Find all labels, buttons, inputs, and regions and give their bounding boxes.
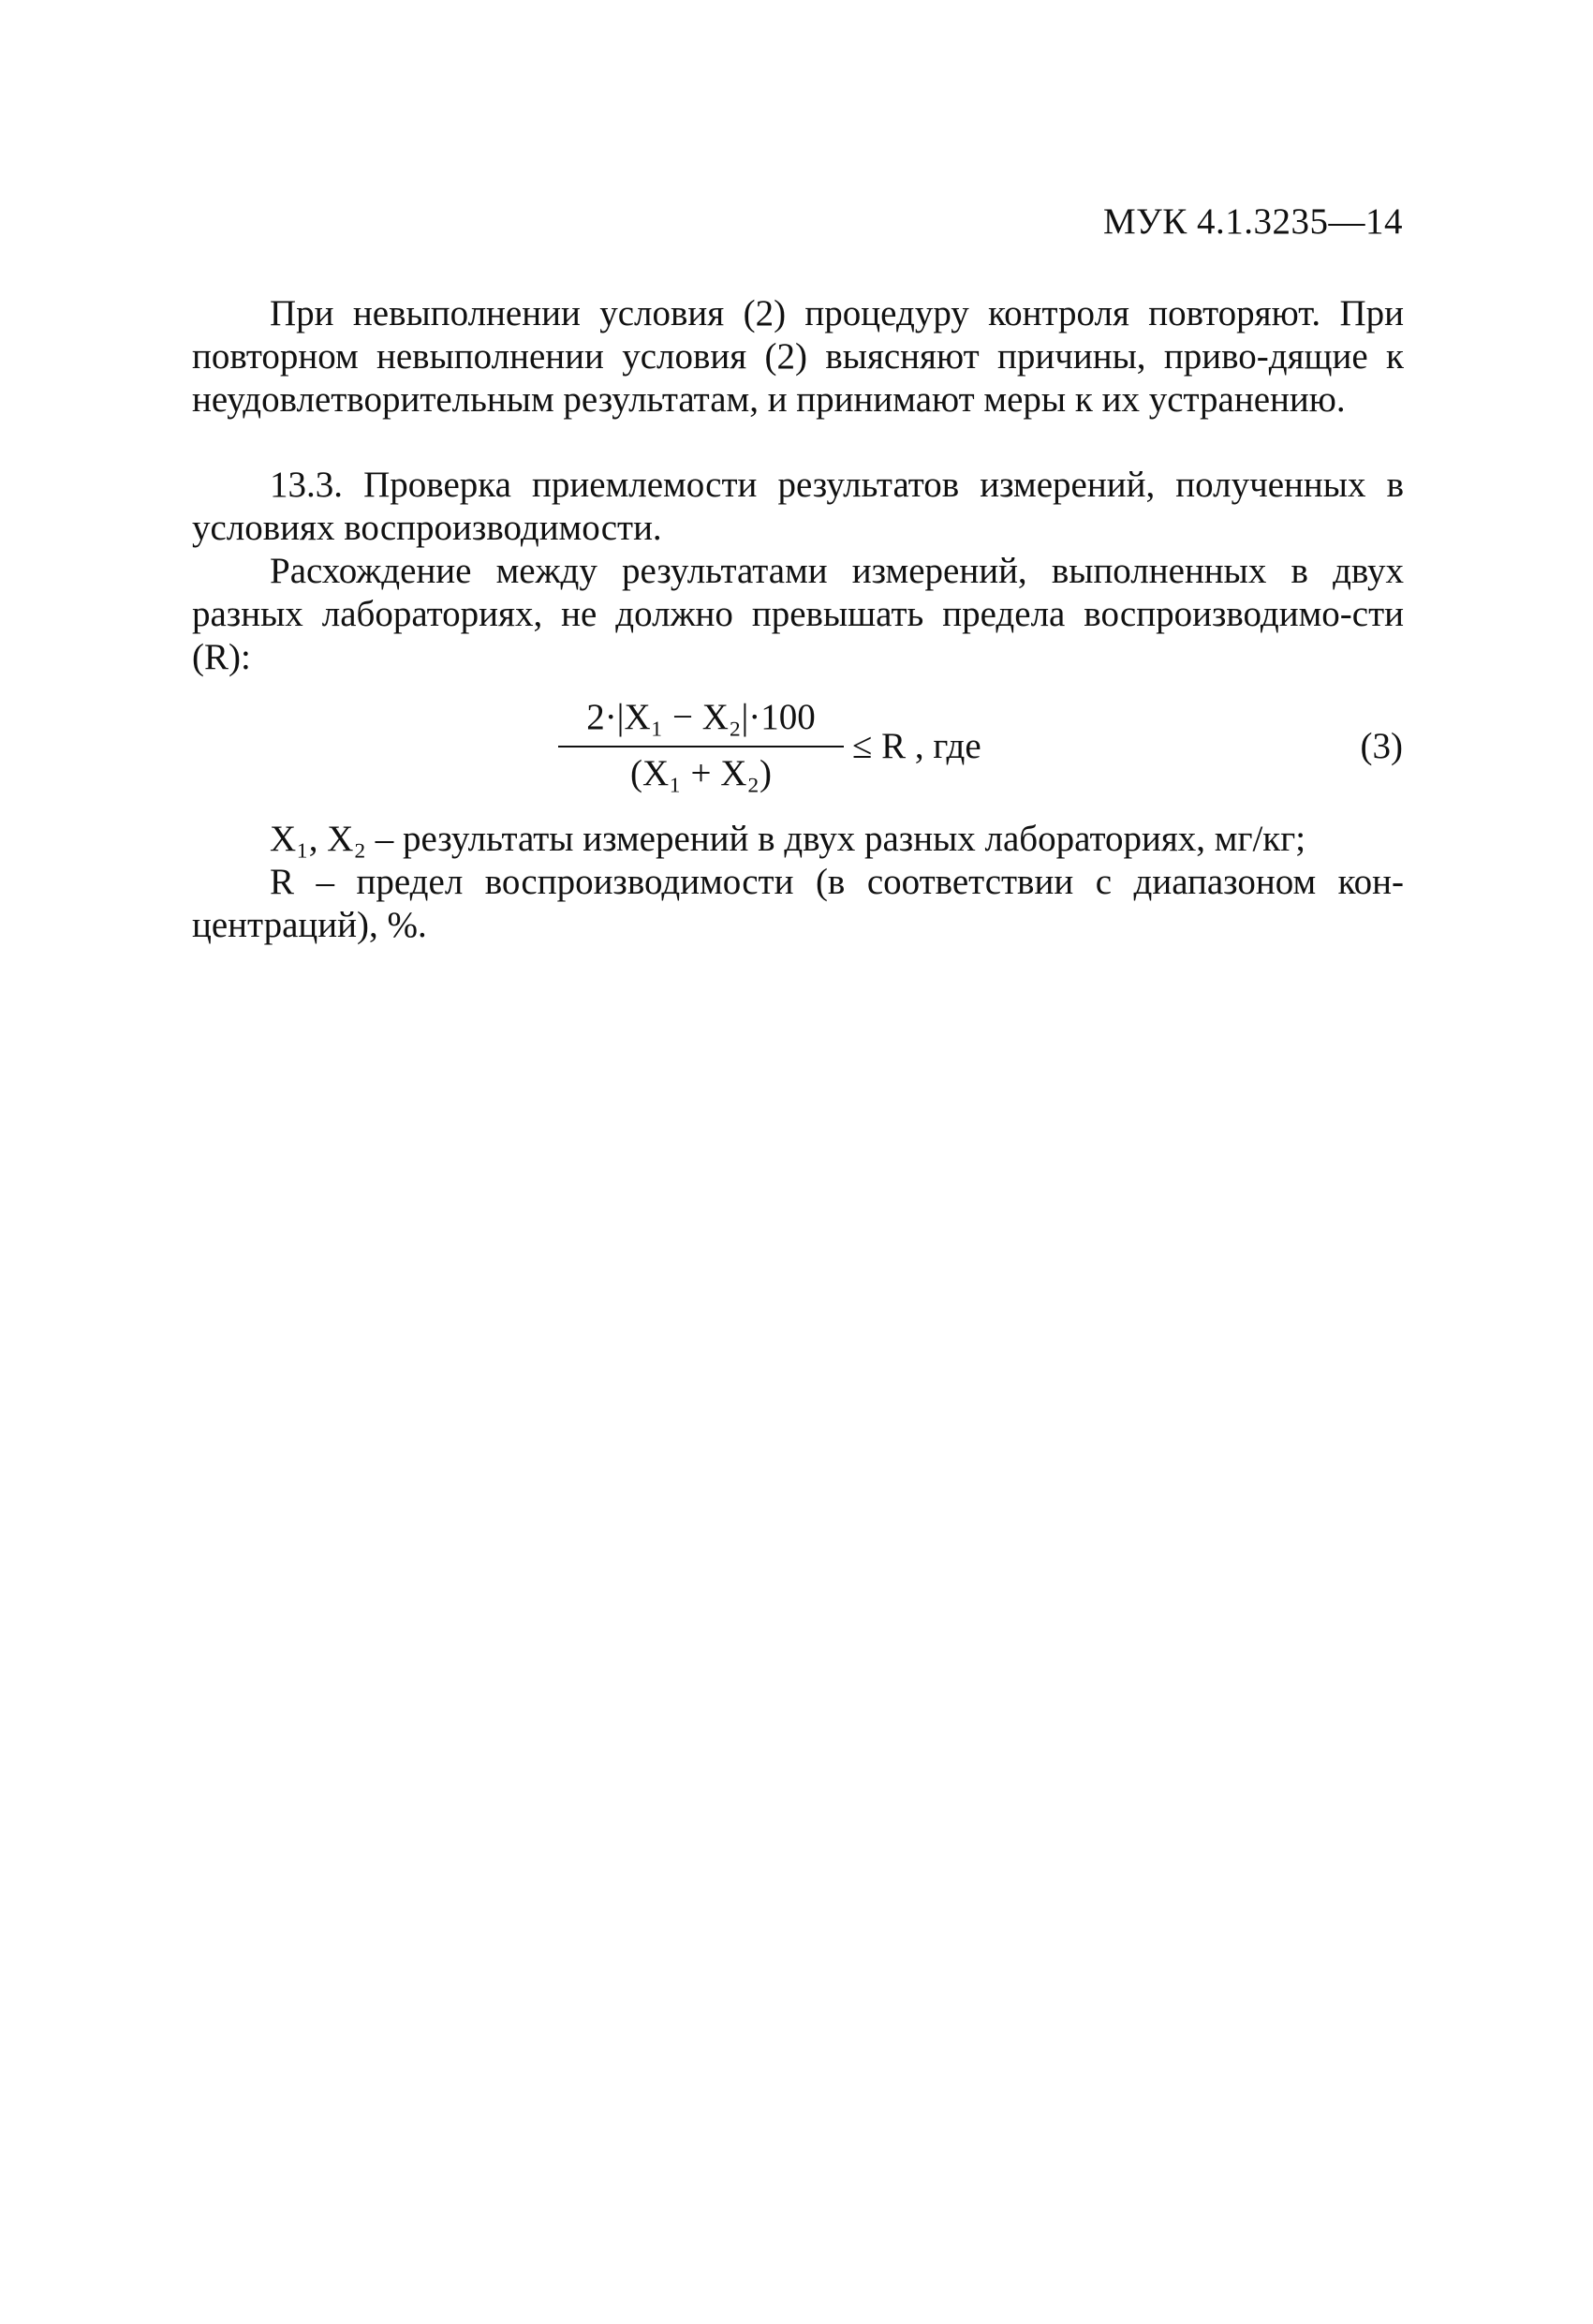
section-heading-text: 13.3. Проверка приемлемости результатов измерений, полученных в условиях воспроизводимости. [192,465,1404,548]
paragraph-repeat-control [192,292,1404,422]
formula-denominator: (X₁ + X₂) [630,753,772,793]
formula-numerator: 2·|X₁ − X₂|·100 [586,697,816,737]
equation-number: (3) [1360,726,1403,766]
paragraph-reproducibility [192,550,1404,679]
formula-rhs: ≤ R , где [852,726,981,766]
legend-x-definition: X₁, X₂ – результаты измерений в двух разных лабораториях, мг/кг; [270,819,1306,859]
paragraph-text: При невыполнении условия (2) процедуру контроля повторяют. При повторном невыполнении условия (2) выясняют причины, приво-дящие к неудовлетворительным результатам, и принимают меры к их устранению. [192,293,1404,420]
formula-legend [192,818,1404,947]
document-code-header: МУК 4.1.3235—14 [1102,201,1403,242]
paragraph-text: Расхождение между результатами измерений, выполненных в двух разных лабораториях, не должно превышать предела воспроизводимо-сти (R): [192,551,1404,677]
formula-fraction [558,695,844,796]
section-13-3 [192,464,1404,550]
formula-3 [0,695,1593,807]
fraction-line [558,746,844,748]
legend-r-definition: R – предел воспроизводимости (в соответствии с диапазоном кон-центраций), %. [192,862,1404,945]
